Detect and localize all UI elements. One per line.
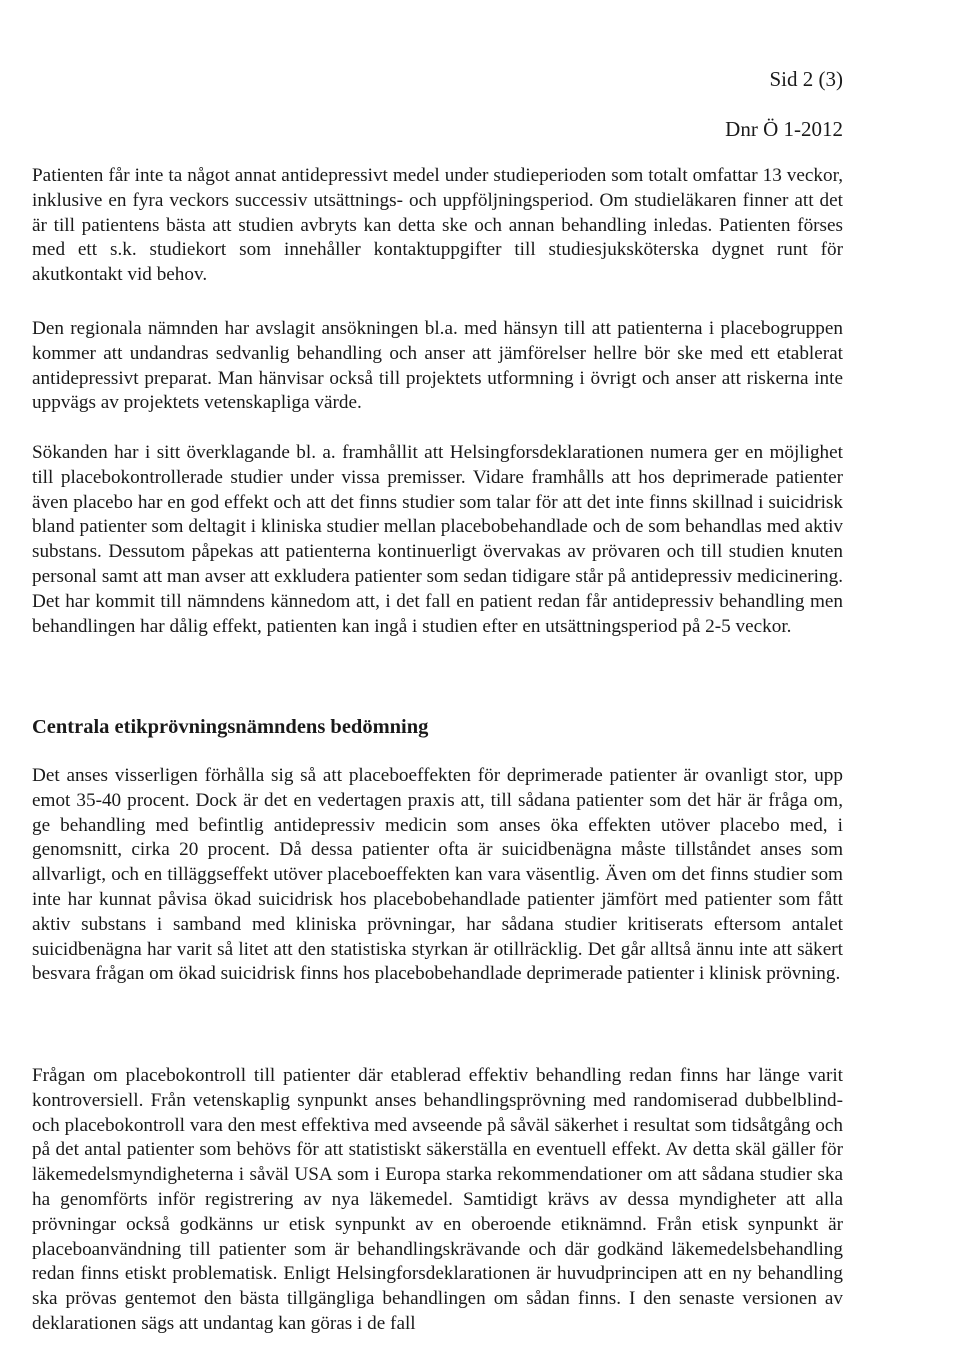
- paragraph-study-restrictions: Patienten får inte ta något annat antidepressivt medel under studieperioden som totalt omfattar 13 veckor, inklusive en fyra veckors successiv utsättnings- och uppföljningsperiod. Om studieläkaren finner att det är till patientens bästa att studien avbryts kan detta ske och annan behandling inledas. Patienten förses med ett s.k. studiekort som innehåller kontaktuppgifter till studiesjuksköterska dygnet runt för akutkontakt vid behov.: [32, 165, 843, 286]
- document-number: Dnr Ö 1-2012: [725, 117, 843, 141]
- paragraph-assessment-placebo-effect: Det anses visserligen förhålla sig så att placeboeffekten för deprimerade patienter är ovanligt stor, upp emot 35-40 procent. Dock är det en vedertagen praxis att, till sådana patienter som det här är fråga om, ge behandling med befintlig antidepressiv medicin som anses öka effekten utöver placebo med, i genomsnitt, cirka 20 procent. Då dessa patienter ofta är suicidbenägna måste tillståndet anses som allvarligt, och en tilläggseffekt utöver placeboeffekten kan vara väsentlig. Även om det finns studier som inte har kunnat påvisa ökad suicidrisk hos placebobehandlade patienter jämfört med patienter som fått aktiv substans i samband med kliniska prövningar, har sådana studier kritiserats eftersom antalet suicidbenägna har varit så litet att den statistiska styrkan är otillräcklig. Det går alltså ännu inte att säkert besvara frågan om ökad suicidrisk finns hos placebobehandlade deprimerade patienter i klinisk prövning.: [32, 765, 843, 985]
- paragraph-assessment-placebo-control: Frågan om placebokontroll till patienter där etablerad effektiv behandling redan finns har länge varit kontroversiell. Från vetenskaplig synpunkt anses behandlingsprövning med randomiserad dubbelblind- och placebokontroll vara den mest effektiva med avseende på såväl säkerhet i resultat som tidsåtgång och på det antal patienter som behövs för att statistiskt säkerställa en eventuell effekt. Av detta skäl gäller för läkemedelsmyndigheterna i såväl USA som i Europa starka rekommendationer om att sådana studier ska ha genomförts inför registrering av nya läkemedel. Samtidigt krävs av dessa myndigheter att alla prövningar också godkänns ur etisk synpunkt av en oberoende etiknämnd. Från etisk synpunkt är placeboanvändning till patienter som är behandlingskrävande och där godkänd läkemedelsbehandling redan finns etiskt problematisk. Enligt Helsingforsdeklarationen är huvudprincipen att en ny behandling ska prövas gentemot den bästa tillgängliga behandlingen om sådan finns. I den senaste versionen av deklarationen sägs att undantag kan göras i de fall: [32, 1065, 843, 1334]
- paragraph-regional-decision: Den regionala nämnden har avslagit ansökningen bl.a. med hänsyn till att patienterna i placebogruppen kommer att undandras sedvanlig behandling och anser att jämförelser hellre bör ske med ett etablerat antidepressivt preparat. Man hänvisar också till projektets utformning i övrigt och anser att riskerna inte uppvägs av projektets vetenskapliga värde.: [32, 318, 843, 414]
- paragraph-appeal: Sökanden har i sitt överklagande bl. a. framhållit att Helsingforsdeklarationen numera ger en möjlighet till placebokontrollerade studier under vissa premisser. Vidare framhålls att hos deprimerade patienter även placebo har en god effekt och att det finns studier som talar för att det inte finns skillnad i suicidrisk bland patienter som deltagit i kliniska studier mellan placebobehandlade och de som behandlas med aktiv substans. Dessutom påpekas att patienterna kontinuerligt övervakas av prövaren och till studien knuten personal samt att man avser att exkludera patienter som sedan tidigare står på antidepressiv medicinering. Det har kommit till nämndens kännedom att, i det fall en patient redan får antidepressiv behandling men behandlingen har dålig effekt, patienten kan ingå i studien efter en utsättningsperiod på 2-5 veckor.: [32, 442, 843, 637]
- section-heading: Centrala etikprövningsnämndens bedömning: [32, 716, 429, 738]
- page-number: Sid 2 (3): [769, 67, 843, 91]
